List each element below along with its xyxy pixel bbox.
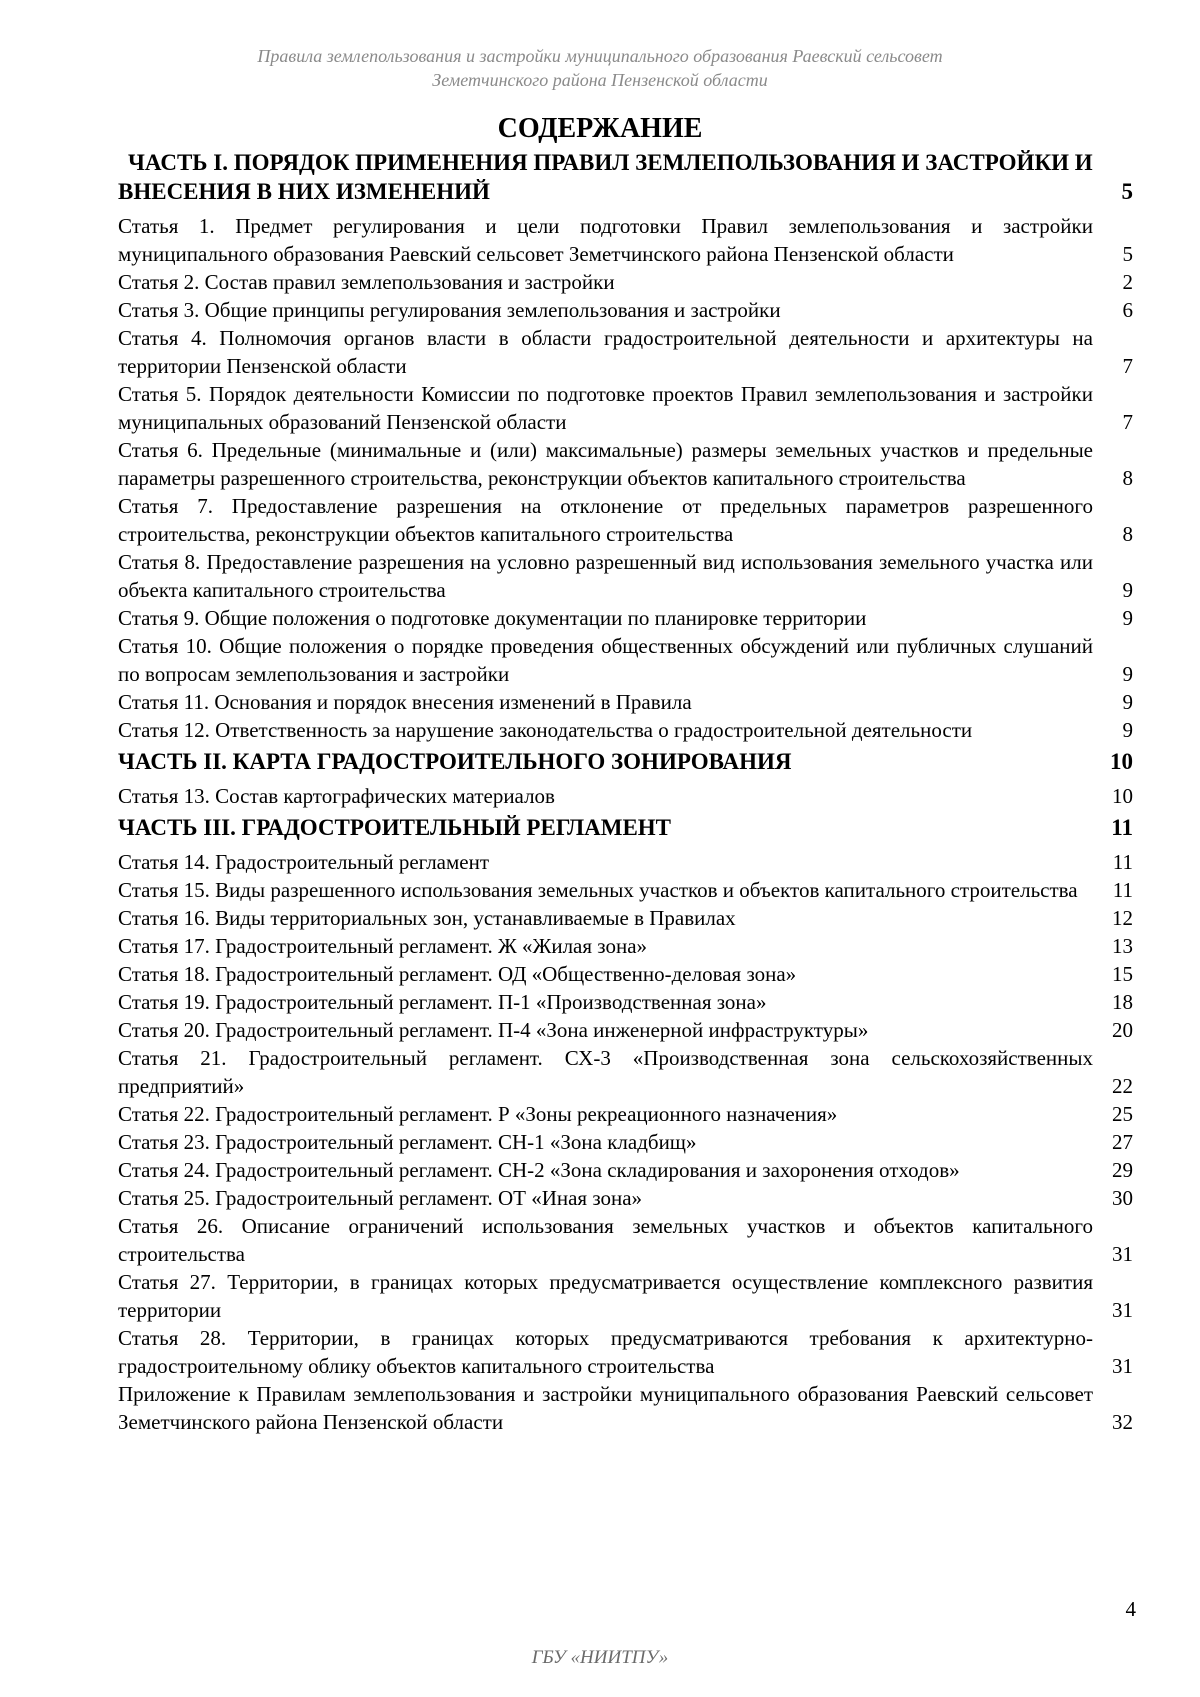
toc-list [118, 212, 1133, 744]
toc-entry-page: 11 [1112, 878, 1133, 902]
toc-entry-page: 31 [1112, 1354, 1133, 1378]
running-header [0, 44, 1200, 92]
toc-entry[interactable] [118, 1100, 1133, 1128]
toc-entry-text: Статья 28. Территории, в границах которых предусматриваются требования к архитектурно-градостроительному облику объектов капитального строительства [118, 1326, 1093, 1378]
toc-entry[interactable] [118, 904, 1133, 932]
toc-entry-text: Статья 11. Основания и порядок внесения изменений в Правила [118, 690, 692, 714]
toc-entry[interactable] [118, 380, 1133, 436]
toc-entry-text: Статья 4. Полномочия органов власти в области градостроительной деятельности и архитектуры на территории Пензенской области [118, 326, 1093, 378]
toc-entry-page: 9 [1122, 606, 1133, 630]
toc-entry-text: Статья 5. Порядок деятельности Комиссии по подготовке проектов Правил землепользования и застройки муниципальных образований Пензенской области [118, 382, 1093, 434]
toc-entry[interactable] [118, 268, 1133, 296]
toc-entry[interactable] [118, 632, 1133, 688]
toc-entry-text: Приложение к Правилам землепользования и застройки муниципального образования Раевский сельсовет Земетчинского района Пензенской области [118, 1382, 1093, 1434]
part-page-number: 11 [1111, 815, 1133, 840]
toc-entry[interactable] [118, 1324, 1133, 1380]
toc-part-3 [118, 813, 1133, 1436]
toc-entry-page: 8 [1122, 466, 1133, 490]
toc-entry-page: 9 [1122, 578, 1133, 602]
toc-entry[interactable] [118, 604, 1133, 632]
toc-entry[interactable] [118, 1156, 1133, 1184]
toc-entry[interactable] [118, 716, 1133, 744]
toc-entry-page: 32 [1112, 1410, 1133, 1434]
toc-entry-page: 9 [1122, 662, 1133, 686]
toc-entry[interactable] [118, 848, 1133, 876]
toc-entry[interactable] [118, 1044, 1133, 1100]
toc-entry-page: 27 [1112, 1130, 1133, 1154]
toc-list [118, 848, 1133, 1436]
running-header-line-1: Правила землепользования и застройки муниципального образования Раевский сельсовет [257, 46, 943, 66]
toc-entry-text: Статья 23. Градостроительный регламент. СН-1 «Зона кладбищ» [118, 1130, 697, 1154]
toc-entry-text: Статья 24. Градостроительный регламент. СН-2 «Зона складирования и захоронения отходов» [118, 1158, 960, 1182]
toc-entry-text: Статья 7. Предоставление разрешения на отклонение от предельных параметров разрешенного строительства, реконструкции объектов капитального строительства [118, 494, 1093, 546]
toc-entry-page: 30 [1112, 1186, 1133, 1210]
toc-entry[interactable] [118, 1016, 1133, 1044]
toc-entry-text: Статья 25. Градостроительный регламент. ОТ «Иная зона» [118, 1186, 643, 1210]
table-of-contents [118, 148, 1133, 1439]
toc-entry-text: Статья 3. Общие принципы регулирования землепользования и застройки [118, 298, 781, 322]
toc-entry-page: 9 [1122, 690, 1133, 714]
toc-entry[interactable] [118, 1268, 1133, 1324]
toc-entry[interactable] [118, 1128, 1133, 1156]
toc-entry-page: 5 [1122, 242, 1133, 266]
toc-part-1 [118, 148, 1133, 744]
toc-entry[interactable] [118, 960, 1133, 988]
running-header-line-2: Земетчинского района Пензенской области [432, 70, 768, 90]
toc-entry-page: 10 [1112, 784, 1133, 808]
toc-entry[interactable] [118, 876, 1133, 904]
part-page-number: 5 [1121, 179, 1133, 204]
toc-entry-text: Статья 26. Описание ограничений использования земельных участков и объектов капитального строительства [118, 1214, 1093, 1266]
toc-entry-text: Статья 19. Градостроительный регламент. П-1 «Производственная зона» [118, 990, 767, 1014]
toc-entry-text: Статья 1. Предмет регулирования и цели подготовки Правил землепользования и застройки муниципального образования Раевский сельсовет Земетчинского района Пензенской области [118, 214, 1093, 266]
toc-entry-text: Статья 16. Виды территориальных зон, устанавливаемые в Правилах [118, 906, 736, 930]
toc-entry[interactable] [118, 988, 1133, 1016]
part-title: ЧАСТЬ I. ПОРЯДОК ПРИМЕНЕНИЯ ПРАВИЛ ЗЕМЛЕПОЛЬЗОВАНИЯ И ЗАСТРОЙКИ И ВНЕСЕНИЯ В НИХ ИЗМЕНЕНИЙ [118, 150, 1093, 204]
toc-entry-text: Статья 17. Градостроительный регламент. Ж «Жилая зона» [118, 934, 648, 958]
toc-entry-page: 2 [1122, 270, 1133, 294]
toc-entry-text: Статья 6. Предельные (минимальные и (или) максимальные) размеры земельных участков и предельные параметры разрешенного строительства, реконструкции объектов капитального строительства [118, 438, 1093, 490]
toc-entry-page: 8 [1122, 522, 1133, 546]
toc-entry[interactable] [118, 782, 1133, 810]
toc-entry-page: 15 [1112, 962, 1133, 986]
toc-entry-text: Статья 21. Градостроительный регламент. СХ-3 «Производственная зона сельскохозяйственных предприятий» [118, 1046, 1093, 1098]
toc-entry-page: 13 [1112, 934, 1133, 958]
toc-entry[interactable] [118, 1212, 1133, 1268]
page-title: СОДЕРЖАНИЕ [497, 113, 703, 144]
toc-list [118, 782, 1133, 810]
toc-part-2 [118, 747, 1133, 810]
part-heading[interactable] [118, 148, 1133, 206]
part-heading[interactable] [118, 747, 1133, 776]
toc-entry-page: 7 [1122, 354, 1133, 378]
toc-entry-page: 31 [1112, 1298, 1133, 1322]
toc-entry[interactable] [118, 324, 1133, 380]
toc-entry[interactable] [118, 932, 1133, 960]
toc-entry-page: 25 [1112, 1102, 1133, 1126]
toc-entry[interactable] [118, 436, 1133, 492]
toc-entry[interactable] [118, 296, 1133, 324]
toc-entry-page: 7 [1122, 410, 1133, 434]
toc-entry-text: Статья 27. Территории, в границах которых предусматривается осуществление комплексного развития территории [118, 1270, 1093, 1322]
toc-entry[interactable] [118, 548, 1133, 604]
toc-entry[interactable] [118, 1184, 1133, 1212]
toc-entry[interactable] [118, 212, 1133, 268]
toc-entry-text: Статья 2. Состав правил землепользования и застройки [118, 270, 615, 294]
toc-entry-text: Статья 15. Виды разрешенного использования земельных участков и объектов капитального строительства [118, 878, 1078, 902]
toc-entry-text: Статья 12. Ответственность за нарушение законодательства о градостроительной деятельности [118, 718, 973, 742]
toc-entry-page: 6 [1122, 298, 1133, 322]
toc-entry-page: 29 [1112, 1158, 1133, 1182]
toc-entry-text: Статья 20. Градостроительный регламент. П-4 «Зона инженерной инфраструктуры» [118, 1018, 869, 1042]
part-title: ЧАСТЬ III. ГРАДОСТРОИТЕЛЬНЫЙ РЕГЛАМЕНТ [118, 815, 672, 840]
toc-entry[interactable] [118, 688, 1133, 716]
part-page-number: 10 [1110, 749, 1133, 774]
page-number: 4 [1125, 1597, 1136, 1621]
toc-entry-text: Статья 8. Предоставление разрешения на условно разрешенный вид использования земельного участка или объекта капитального строительства [118, 550, 1093, 602]
toc-entry-page: 31 [1112, 1242, 1133, 1266]
toc-entry[interactable] [118, 1380, 1133, 1436]
toc-entry-page: 20 [1112, 1018, 1133, 1042]
toc-entry-text: Статья 14. Градостроительный регламент [118, 850, 490, 874]
running-footer: ГБУ «НИИТПУ» [531, 1647, 669, 1668]
toc-entry-page: 22 [1112, 1074, 1133, 1098]
toc-entry-text: Статья 9. Общие положения о подготовке документации по планировке территории [118, 606, 867, 630]
part-heading[interactable] [118, 813, 1133, 842]
toc-entry-text: Статья 18. Градостроительный регламент. ОД «Общественно-деловая зона» [118, 962, 797, 986]
toc-entry-text: Статья 10. Общие положения о порядке проведения общественных обсуждений или публичных слушаний по вопросам землепользования и застройки [118, 634, 1093, 686]
toc-entry-page: 18 [1112, 990, 1133, 1014]
toc-entry-page: 9 [1122, 718, 1133, 742]
toc-entry[interactable] [118, 492, 1133, 548]
toc-entry-text: Статья 22. Градостроительный регламент. Р «Зоны рекреационного назначения» [118, 1102, 838, 1126]
toc-entry-page: 12 [1112, 906, 1133, 930]
toc-entry-text: Статья 13. Состав картографических материалов [118, 784, 555, 808]
toc-entry-page: 11 [1112, 850, 1133, 874]
part-title: ЧАСТЬ II. КАРТА ГРАДОСТРОИТЕЛЬНОГО ЗОНИРОВАНИЯ [118, 749, 792, 774]
